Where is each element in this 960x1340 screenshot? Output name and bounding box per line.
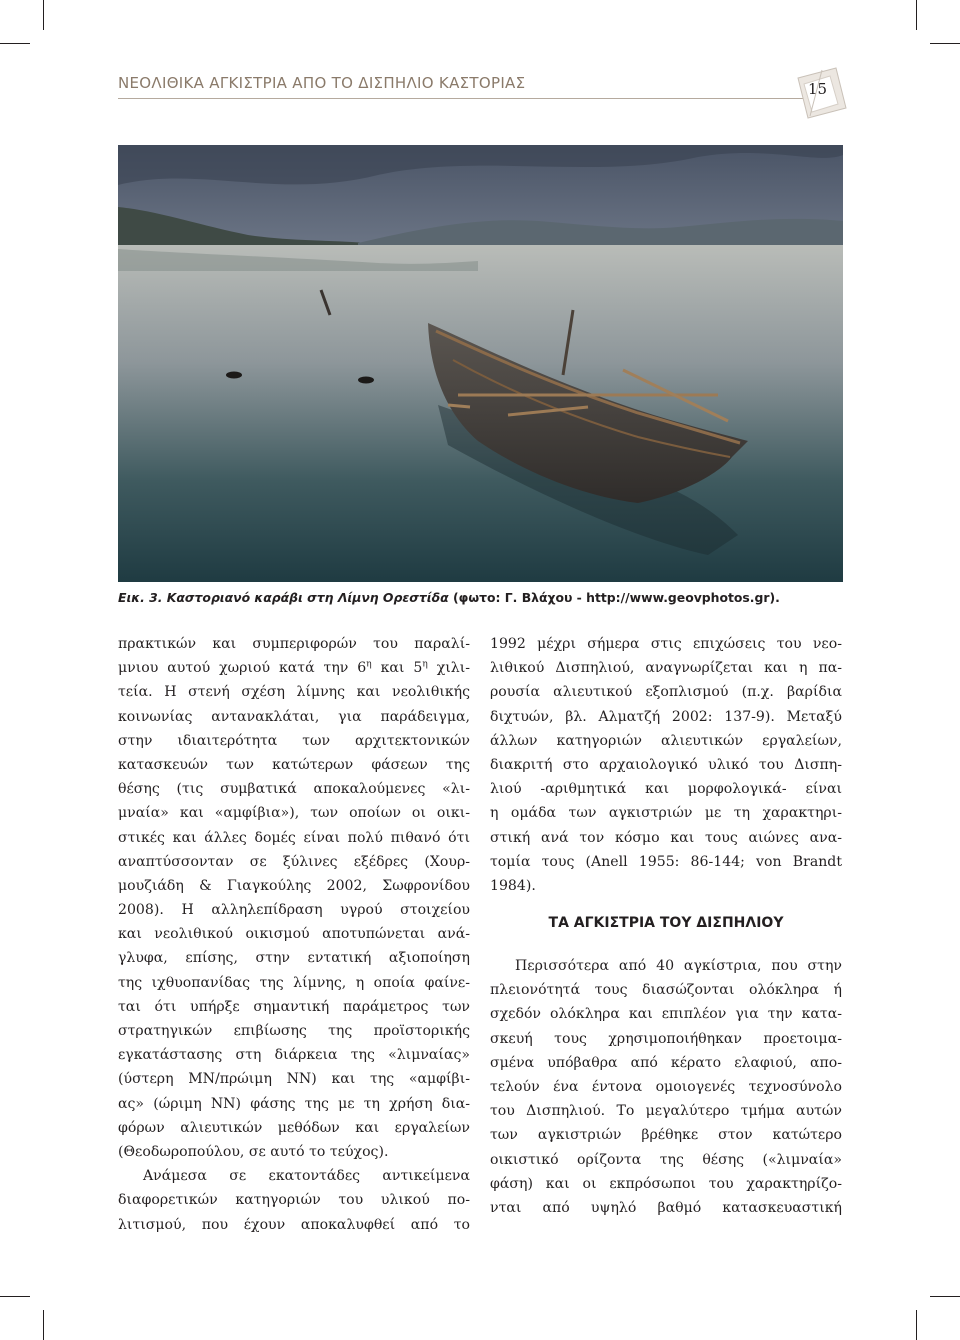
text-line: 1984). — [490, 877, 536, 894]
text-line: διχτυών, βλ. Αλματζή 2002: 137-9). Μεταξύ — [490, 708, 842, 725]
text-line: άλλων κατηγοριών αλιευτικών εργαλείων, — [490, 732, 842, 749]
text-line: του Δισπηλιού. Το μεγαλύτερο τμήμα αυτών — [490, 1103, 842, 1120]
crop-mark-bottom-right — [930, 1296, 960, 1297]
text-line: κατασκευών των κατώτερων φάσεων της — [118, 756, 470, 773]
header-rule — [118, 98, 820, 99]
text-fragment: μνιου αυτού χωριού κατά την 6 — [118, 660, 367, 677]
text-line: στικές και άλλες δομές είναι πολύ πιθανό ότι — [118, 829, 470, 846]
text-line: (Θεοδωροπούλου, σε αυτό το τεύχος). — [118, 1143, 389, 1160]
figure-caption — [118, 590, 843, 605]
text-line: διακριτή στο αρχαιολογικό υλικό του Δισπη- — [490, 756, 842, 773]
text-line: 1992 μέχρι σήμερα στις επιχώσεις του νεο- — [490, 636, 842, 652]
text-fragment: χιλι- — [427, 660, 470, 677]
crop-mark-bottom-left — [0, 1296, 30, 1297]
text-line: πρακτικών και συμπεριφορών του παραλί- — [118, 636, 470, 652]
text-line: τομία τους (Anell 1955: 86-144; von Brandt — [490, 853, 842, 870]
text-line: φάση) και οι εκπρόσωποι του χαρακτηρίζο- — [490, 1175, 842, 1192]
crop-mark-top-right — [916, 0, 917, 30]
text-line: στην ιδιαιτερότητα των αρχιτεκτονικών — [118, 732, 470, 749]
text-line: και νεολιθικού οικισμού αποτυπώνεται ανά- — [118, 926, 470, 943]
page-number: 15 — [808, 80, 828, 98]
text-line: στική ανά τον κόσμο και τους αιώνες ανα- — [490, 829, 842, 846]
text-line: κοινωνίας αντανακλάται, για παράδειγμα, — [118, 708, 470, 725]
crop-mark-top-right — [930, 43, 960, 44]
text-line: πλειονότητά τους διασώζονται ολόκληρα ή — [490, 982, 842, 999]
text-line: μναία» και «αμφίβια»), των οποίων οι οικι- — [118, 805, 470, 822]
text-line: μουζιάδη & Γιαγκούλης 2002, Σωφρονίδου — [118, 877, 470, 894]
text-line: ρουσία αλιευτικού εξοπλισμού (π.χ. βαρίδια — [490, 684, 842, 701]
crop-mark-top-left — [0, 43, 30, 44]
text-line: διαφορετικών κατηγοριών του υλικού πο- — [118, 1192, 470, 1209]
text-line: οικιστικό ορίζοντα της θέσης («λιμναία» — [490, 1151, 842, 1168]
caption-credit: (φωτο: Γ. Βλάχου - http://www.geovphotos.gr). — [452, 590, 780, 605]
text-line: της ιχθυοπανίδας της λίμνης, η οποία φαίνε- — [118, 974, 470, 991]
right-column — [490, 632, 842, 1220]
text-line: λιθικού Δισπηλιού, αναγνωρίζεται και η πα- — [490, 660, 842, 677]
crop-mark-bottom-right — [916, 1310, 917, 1340]
text-line: 2008). Η αλληλεπίδραση υγρού στοιχείου — [118, 902, 470, 919]
ordinal-superscript: η — [366, 659, 372, 670]
text-fragment: και 5 — [371, 660, 423, 677]
text-line: ται ότι υπήρξε σημαντική παράμετρος των — [118, 998, 470, 1015]
text-line: θέσης (τις συμβατικά αποκαλούμενες «λι- — [118, 781, 470, 798]
text-line: σκευή τους χρησιμοποιήθηκαν προετοιμα- — [490, 1030, 842, 1047]
running-title: ΝΕΟΛΙΘΙΚΑ ΑΓΚΙΣΤΡΙΑ ΑΠΟ ΤΟ ΔΙΣΠΗΛΙΟ ΚΑΣΤΟΡΙΑΣ — [118, 74, 526, 92]
text-line: (ύστερη ΜΝ/πρώιμη ΝΝ) και της «αμφίβι- — [118, 1071, 470, 1088]
caption-label: Εικ. 3. Καστοριανό καράβι στη Λίμνη Ορεστίδα — [118, 590, 449, 605]
text-line: τελούν ένα έντονα ομοιογενές τεχνοσύνολο — [490, 1079, 842, 1095]
ordinal-superscript: η — [422, 659, 428, 670]
text-line — [118, 656, 470, 680]
text-line: αναπτύσσονταν σε ξύλινες εξέδρες (Χουρ- — [118, 853, 470, 870]
text-line: ας» (ώριμη ΝΝ) φάσης της με τη χρήση δια- — [118, 1095, 470, 1112]
text-line: στρατηγικών επιβίωσης της προϊστορικής — [118, 1023, 470, 1039]
text-line: Ανάμεσα σε εκατοντάδες αντικείμενα — [143, 1168, 470, 1185]
text-line: λιτισμού, που έχουν αποκαλυφθεί από το — [118, 1216, 470, 1233]
text-line: τεία. Η στενή σχέση λίμνης και νεολιθικής — [118, 684, 470, 701]
lake-boat-photo — [118, 145, 843, 582]
text-line: γλυφα, επίσης, στην εντατική αξιοποίηση — [118, 950, 470, 967]
text-line: Περισσότερα από 40 αγκίστρια, που στην — [515, 958, 842, 975]
text-line: φόρων αλιευτικών μεθόδων και εργαλείων — [118, 1119, 470, 1136]
text-line: σχεδόν ολόκληρα και επιπλέον για την κατα- — [490, 1006, 842, 1023]
text-line: εγκατάστασης στη διάρκεια της «λιμναίας» — [118, 1047, 470, 1064]
section-heading: ΤΑ ΑΓΚΙΣΤΡΙΑ ΤΟΥ ΔΙΣΠΗΛΙΟΥ — [548, 915, 784, 932]
text-line: λιού -αριθμητικά και μορφολογικά- είναι — [490, 781, 842, 798]
text-line: νται από υψηλό βαθμό κατασκευαστική — [490, 1199, 842, 1216]
text-line: σμένα υπόβαθρα από κέρατο ελαφιού, απο- — [490, 1054, 842, 1071]
crop-mark-bottom-left — [43, 1310, 44, 1340]
crop-mark-top-left — [43, 0, 44, 30]
text-line: των αγκιστριών βρέθηκε στον κατώτερο — [490, 1127, 842, 1144]
left-column — [118, 632, 470, 1237]
text-line: η ομάδα των αγκιστριών με τη χαρακτηρι- — [490, 805, 842, 822]
